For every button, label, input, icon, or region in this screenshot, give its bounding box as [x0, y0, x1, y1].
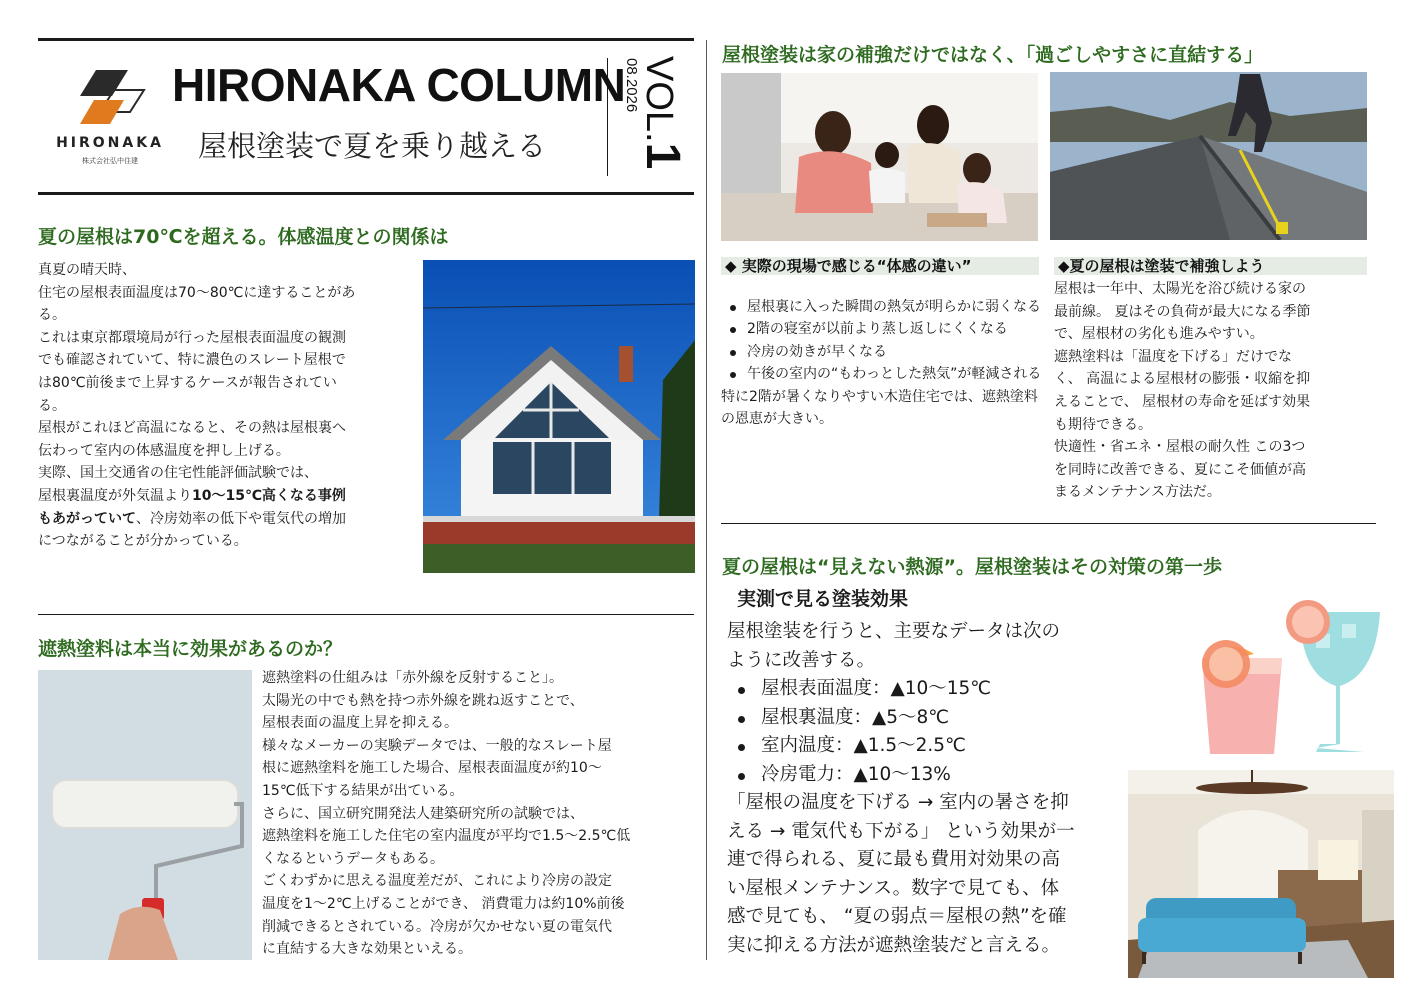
section4-title: 夏の屋根は“見えない熱源”。屋根塗装はその対策の第一歩 [722, 556, 1222, 578]
list-item: 屋根裏に入った瞬間の熱気が明らかに弱くなる [721, 296, 1043, 318]
paint-roller-photo [38, 670, 252, 960]
section4-outro-line: 感で見ても、 “夏の弱点＝屋根の熱”を確 [727, 906, 1067, 927]
section1-line: につながることが分かっている。 [38, 533, 248, 550]
living-room-photo [1128, 770, 1394, 978]
section1-body [38, 259, 418, 553]
section3-right-subhead: ◆夏の屋根は塗装で補強しよう [1054, 257, 1367, 275]
header-top-rule [38, 38, 694, 41]
hironaka-logo-icon [74, 68, 146, 130]
section3-right-line: 最前線。 夏はその負荷が最大になる季節 [1054, 303, 1311, 320]
section1-line: 住宅の屋根表面温度は70〜80℃に達することがあ [38, 284, 356, 301]
section1-highlight: 10〜15℃高くなる事例 [192, 487, 346, 504]
section4-data-list [727, 675, 1127, 789]
logo-text: HIRONAKA [56, 135, 164, 151]
section2-line: 様々なメーカーの実験データでは、一般的なスレート屋 [262, 737, 612, 754]
family-kitchen-photo [721, 73, 1038, 241]
section1-line: 、冷房効率の低下や電気代の増加 [136, 510, 346, 527]
section3-left-subhead: ◆ 実際の現場で感じる“体感の違い” [721, 257, 1039, 275]
section1-line: でも確認されていて、特に濃色のスレート屋根で [38, 352, 346, 369]
section3-right-line: を同時に改善できる、夏にこそ価値が高 [1054, 461, 1306, 478]
list-item: 冷房の効きが早くなる [721, 341, 1043, 363]
section4-intro-line: 屋根塗装を行うと、主要なデータは次の [727, 621, 1061, 642]
volume-badge [614, 56, 694, 176]
volume-number: 1 [636, 142, 689, 170]
list-item: 室内温度：▲1.5〜2.5℃ [727, 732, 1127, 761]
section4-outro-line: 連で得られる、夏に最も費用対効果の高 [727, 849, 1061, 870]
section2-line: 削減できるとされている。冷房が欠かせない夏の電気代 [262, 918, 612, 935]
section2-title: 遮熱塗料は本当に効果があるのか？ [38, 638, 343, 660]
section3-right-line: 屋根は一年中、太陽光を浴び続ける家の [1054, 281, 1306, 297]
section3-right-line: えることで、 屋根材の寿命を延ばす効果 [1054, 393, 1311, 410]
section2-line: に直結する大きな効果といえる。 [262, 941, 472, 958]
section3-right-line: まるメンテナンス方法だ。 [1054, 484, 1221, 501]
section2-line: 屋根表面の温度上昇を抑える。 [262, 715, 458, 732]
volume-label: VOL. [638, 56, 680, 143]
section2-line: 温度を1〜2℃上げることができ、 消費電力は約10%前後 [262, 895, 625, 912]
section1-line: これは東京都環境局が行った屋根表面温度の観測 [38, 329, 346, 346]
roof-worker-photo [1050, 72, 1367, 240]
section3-left-conclusion: 特に2階が暑くなりやすい木造住宅では、遮熱塗料の恩恵が大きい。 [721, 388, 1038, 428]
section3-right-line: く、 高温による屋根材の膨張・収縮を抑 [1054, 371, 1311, 388]
section1-line: 屋根がこれほど高温になると、その熱は屋根裏へ [38, 420, 346, 437]
section3-left-body [721, 296, 1043, 430]
house-photo [423, 260, 695, 573]
section2-line: ごくわずかに思える温度差だが、これにより冷房の設定 [262, 873, 612, 890]
logo-company-name: 株式会社弘中住建 [82, 157, 138, 165]
section2-line: 根に遮熱塗料を施工した場合、屋根表面温度が約10〜 [262, 760, 602, 777]
list-item: 2階の寝室が以前より蒸し返しにくくなる [721, 318, 1043, 340]
drinks-illustration [1196, 594, 1382, 764]
section1-line: 伝わって室内の体感温度を押し上げる。 [38, 442, 290, 459]
header-bottom-rule [38, 192, 694, 195]
list-item: 冷房電力：▲10〜13% [727, 761, 1127, 790]
column-title: HIRONAKA COLUMN [172, 59, 626, 111]
section4-body [727, 618, 1127, 960]
section4-intro-line: ように改善する。 [727, 649, 876, 671]
section1-line: 屋根裏温度が外気温より [38, 487, 192, 504]
section2-line: さらに、国立研究開発法人建築研究所の試験では、 [262, 805, 584, 822]
section2-body [262, 667, 702, 961]
section3-divider [721, 523, 1376, 524]
center-divider [706, 40, 707, 960]
list-item: 屋根表面温度：▲10〜15℃ [727, 675, 1127, 704]
section2-line: くなるというデータもある。 [262, 850, 444, 867]
section2-line: 15℃低下する結果が出ている。 [262, 782, 464, 799]
section1-line: る。 [38, 307, 66, 324]
section4-outro-line: える → 電気代も下がる」 という効果が一 [727, 820, 1075, 842]
section3-right-line: 遮熱塗料は「温度を下げる」だけでな [1054, 348, 1292, 365]
section2-line: 太陽光の中でも熱を持つ赤外線を跳ね返すことで、 [262, 692, 584, 709]
section2-line: 遮熱塗料を施工した住宅の室内温度が平均で1.5〜2.5℃低 [262, 828, 631, 845]
section1-line: 真夏の晴天時、 [38, 262, 136, 278]
section3-title: 屋根塗装は家の補強だけではなく、「過ごしやすさに直結する」 [722, 44, 1264, 66]
section4-outro-line: 実に抑える方法が遮熱塗装だと言える。 [727, 934, 1061, 956]
section1-highlight: もあがっていて [38, 510, 136, 527]
section1-line: 実際、国土交通省の住宅性能評価試験では、 [38, 465, 318, 482]
section1-divider [38, 614, 694, 615]
section1-line: る。 [38, 397, 66, 414]
issue-date: 08.2026 [623, 58, 640, 113]
section3-right-body [1054, 278, 1374, 504]
list-item: 午後の室内の“もわっとした熱気”が軽減される [721, 363, 1043, 385]
section2-line: 遮熱塗料の仕組みは「赤外線を反射すること」。 [262, 670, 563, 686]
section1-title: 夏の屋根は70℃を超える。体感温度との関係は [38, 226, 449, 248]
section1-line: は80℃前後まで上昇するケースが報告されてい [38, 374, 337, 391]
section4-subtitle: 実測で見る塗装効果 [737, 588, 909, 610]
section4-outro-line: 「屋根の温度を下げる → 室内の暑さを抑 [727, 792, 1069, 813]
section3-right-line: で、屋根材の劣化も進みやすい。 [1054, 326, 1264, 343]
list-item: 屋根裏温度：▲5〜8℃ [727, 704, 1127, 733]
section3-right-line: 快適性・省エネ・屋根の耐久性 この3つ [1054, 439, 1306, 456]
section3-bullet-list [721, 296, 1043, 386]
section4-outro-line: い屋根メンテナンス。数字で見ても、体 [727, 877, 1060, 899]
section3-right-line: も期待できる。 [1054, 416, 1152, 433]
column-subtitle: 屋根塗装で夏を乗り越える [198, 129, 547, 163]
